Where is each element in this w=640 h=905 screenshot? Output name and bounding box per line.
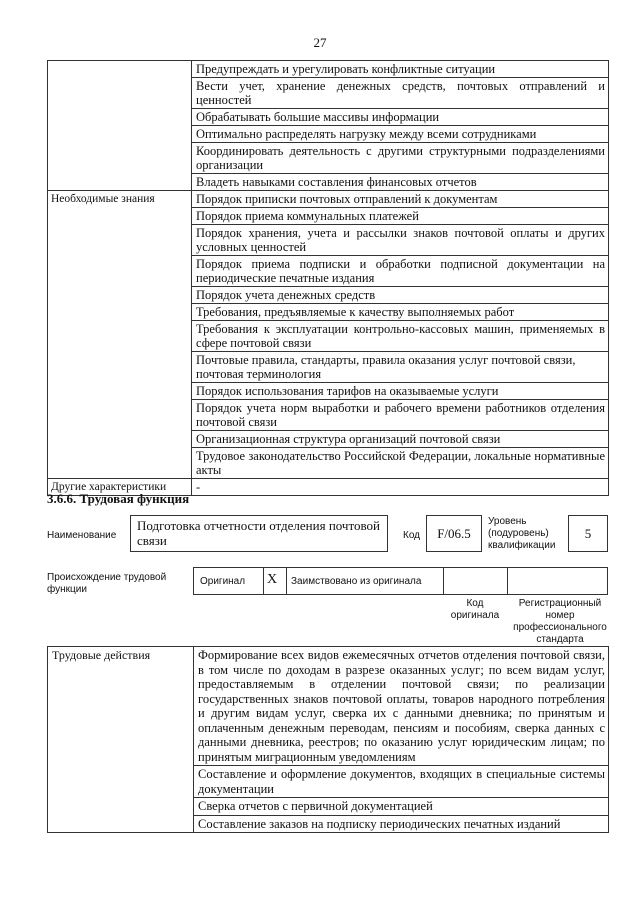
table-row bbox=[48, 61, 609, 78]
borrowed-label: Заимствовано из оригинала bbox=[291, 576, 422, 587]
origin-label: Происхождение трудовой функции bbox=[47, 572, 167, 595]
labor-actions-label: Трудовые действия bbox=[48, 647, 194, 833]
table-cell: Составление и оформление документов, входящих в специальные системы документации bbox=[194, 766, 609, 798]
table-cell: Формирование всех видов ежемесячных отчетов отделения почтовой связи, в том числе по доходам в разрезе оказанных услуг; по всем видам услуг, предоставляемым в отделении почтовой связи; по реализации государственных знаков почтовой оплаты, товаров народного потребления и другим видам услуг, сверка их с данными дневника; по принятым и оплаченным денежным переводам, пенсиям и пособиям, сверка данных с данными дневника, реестров; по оказанию услуг юридическим лицам; по принятым миграционным уведомлениям bbox=[194, 647, 609, 766]
page-number: 27 bbox=[313, 35, 327, 50]
table-cell: Координировать деятельность с другими структурными подразделениями организации bbox=[192, 143, 609, 174]
original-mark: X bbox=[267, 572, 278, 587]
skills-knowledge-table bbox=[47, 60, 609, 496]
table-cell: Организационная структура организаций почтовой связи bbox=[192, 431, 609, 448]
table-cell: Порядок приема подписки и обработки подписной документации на периодические печатные издания bbox=[192, 256, 609, 287]
registration-number-label: Регистрационный номер профессионального стандарта bbox=[513, 598, 607, 645]
divider bbox=[263, 567, 264, 595]
table-row bbox=[48, 191, 609, 208]
table-cell: Составление заказов на подписку периодических печатных изданий bbox=[194, 815, 609, 833]
code-value-box: F/06.5 bbox=[426, 515, 482, 552]
table-cell: Порядок приписки почтовых отправлений к документам bbox=[192, 191, 609, 208]
table-cell: Требования к эксплуатации контрольно-кассовых машин, применяемых в сфере почтовой связи bbox=[192, 321, 609, 352]
table-cell: Предупреждать и урегулировать конфликтные ситуации bbox=[192, 61, 609, 78]
divider bbox=[286, 567, 287, 595]
table-cell: Вести учет, хранение денежных средств, почтовых отправлений и ценностей bbox=[192, 78, 609, 109]
table-cell: Трудовое законодательство Российской Федерации, локальные нормативные акты bbox=[192, 448, 609, 479]
table-cell: Сверка отчетов с первичной документацией bbox=[194, 798, 609, 816]
name-label: Наименование bbox=[47, 530, 117, 541]
table-cell: Порядок хранения, учета и рассылки знаков почтовой оплаты и других условных ценностей bbox=[192, 225, 609, 256]
knowledge-label: Необходимые знания bbox=[48, 191, 192, 479]
table-cell: Порядок учета норм выработки и рабочего времени работников отделения почтовой связи bbox=[192, 400, 609, 431]
table-cell: Требования, предъявляемые к качеству выполняемых работ bbox=[192, 304, 609, 321]
skills-label-cell bbox=[48, 61, 192, 191]
code-original-label: Код оригинала bbox=[450, 598, 500, 621]
divider bbox=[507, 567, 508, 595]
level-label: Уровень (подуровень) квалификации bbox=[488, 516, 556, 551]
table-row bbox=[48, 647, 609, 766]
table-cell: Владеть навыками составления финансовых отчетов bbox=[192, 174, 609, 191]
table-cell: Порядок использования тарифов на оказываемые услуги bbox=[192, 383, 609, 400]
divider bbox=[443, 567, 444, 595]
table-cell: - bbox=[192, 479, 609, 496]
section-title: 3.6.6. Трудовая функция bbox=[47, 491, 190, 506]
table-cell: Оптимально распределять нагрузку между всеми сотрудниками bbox=[192, 126, 609, 143]
original-label: Оригинал bbox=[200, 576, 246, 587]
code-label: Код bbox=[403, 530, 421, 541]
table-cell: Порядок учета денежных средств bbox=[192, 287, 609, 304]
level-value-box: 5 bbox=[568, 515, 608, 552]
other-characteristics-label: Другие характеристики bbox=[48, 479, 192, 496]
labor-actions-table bbox=[47, 646, 609, 833]
function-name-box: Подготовка отчетности отделения почтовой связи bbox=[130, 515, 388, 552]
table-cell: Обрабатывать большие массивы информации bbox=[192, 109, 609, 126]
table-cell: Почтовые правила, стандарты, правила оказания услуг почтовой связи, почтовая терминология bbox=[192, 352, 609, 383]
table-cell: Порядок приема коммунальных платежей bbox=[192, 208, 609, 225]
